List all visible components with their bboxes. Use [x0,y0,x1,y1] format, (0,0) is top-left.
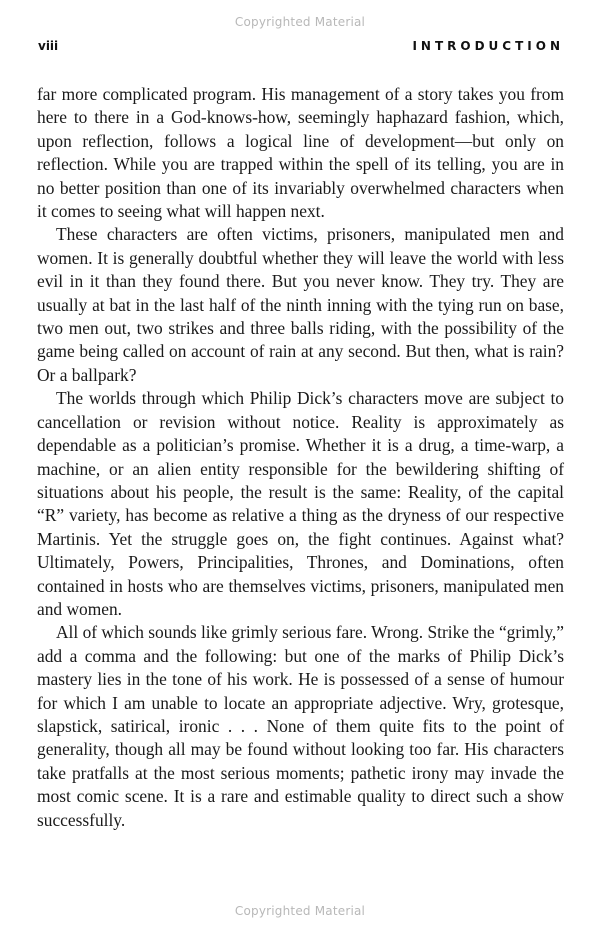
copyright-watermark-top: Copyrighted Material [234,15,366,29]
paragraph-2: These characters are often victims, prisoners, manipulated men and women. It is generally doubtful whether they will leave the world with less evil in it than they found there. But you never know. They try. They are usually at bat in the last half of the ninth inning with the tying run on base, two men out, two strikes and three balls riding, with the possibility of the game being called on account of rain at any second. But then, what is rain? Or a ballpark? [37,224,564,385]
page-number: viii [38,39,59,53]
body-text [37,83,564,832]
running-header [38,39,564,55]
paragraph-1: far more complicated program. His management of a story takes you from here to there in a God-knows-how, seemingly haphazard fashion, which, upon reflection, follows a logical line of development—but only on reflection. While you are trapped within the spell of its telling, you are in no better position than one of its invariably overwhelmed characters when it comes to seeing what will happen next. [37,84,564,222]
copyright-watermark-bottom: Copyrighted Material [234,904,366,918]
paragraph-4: All of which sounds like grimly serious fare. Wrong. Strike the “grimly,” add a comma and the following: but one of the marks of Philip Dick’s mastery lies in the tone of his work. He is possessed of a sense of humour for which I am unable to locate an appropriate adjective. Wry, grotesque, slapstick, satirical, ironic . . . None of them quite fits to the point of generality, though all may be found without looking too far. His characters take pratfalls at the most serious moments; pathetic irony may invade the most comic scene. It is a rare and estimable quality to direct such a show successfully. [37,622,564,830]
paragraph-3: The worlds through which Philip Dick’s characters move are subject to cancellation or revision without notice. Reality is approximately as dependable as a politician’s promise. Whether it is a drug, a time-warp, a machine, or an alien entity responsible for the bewildering shifting of situations about his people, the result is the same: Reality, of the capital “R” variety, has become as relative a thing as the dryness of our respective Martinis. Yet the struggle goes on, the fight continues. Against what? Ultimately, Powers, Principalities, Thrones, and Dominations, often contained in hosts who are themselves victims, prisoners, manipulated men and women. [37,388,564,619]
section-title: INTRODUCTION [412,39,564,53]
